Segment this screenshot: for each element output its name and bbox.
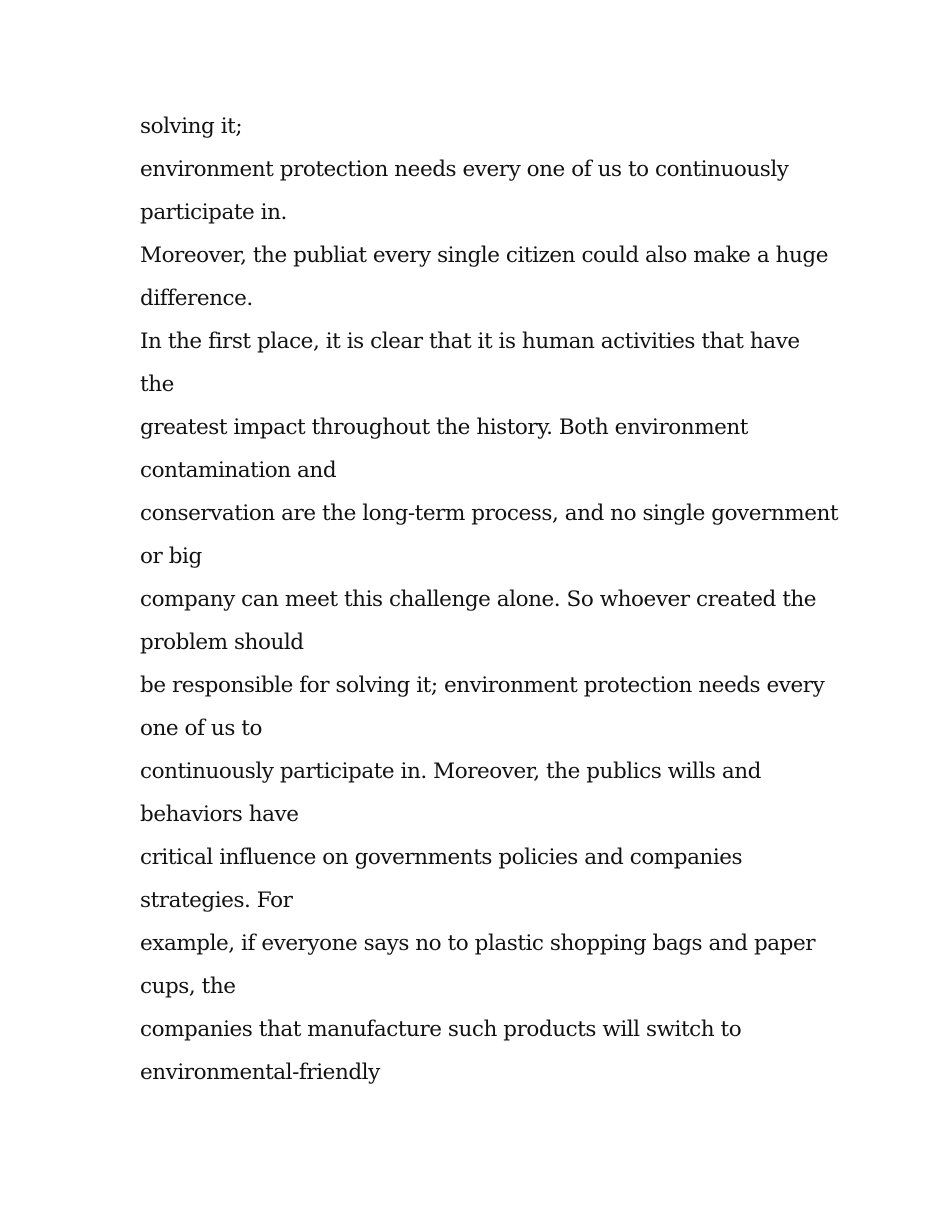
text-line: company can meet this challenge alone. So whoever created the	[140, 587, 817, 612]
text-line: greatest impact throughout the history. Both environment	[140, 415, 748, 440]
text-line: example, if everyone says no to plastic shopping bags and paper	[140, 931, 816, 956]
text-line: one of us to	[140, 716, 262, 741]
text-line: conservation are the long-term process, and no single government	[140, 501, 839, 526]
text-line: problem should	[140, 630, 304, 655]
text-line: strategies. For	[140, 888, 293, 913]
text-line: continuously participate in. Moreover, the publics wills and	[140, 759, 761, 784]
text-line: environment protection needs every one of us to continuously	[140, 157, 789, 182]
text-line: be responsible for solving it; environment protection needs every	[140, 673, 825, 698]
document-body	[140, 105, 839, 1094]
text-line: In the first place, it is clear that it is human activities that have	[140, 329, 800, 354]
text-line: environmental-friendly	[140, 1060, 380, 1085]
text-line: solving it;	[140, 114, 243, 139]
text-line: Moreover, the publiat every single citizen could also make a huge	[140, 243, 828, 268]
text-line: participate in.	[140, 200, 287, 225]
text-line: contamination and	[140, 458, 337, 483]
text-line: or big	[140, 544, 202, 569]
text-line: critical influence on governments policies and companies	[140, 845, 743, 870]
text-line: behaviors have	[140, 802, 299, 827]
text-line: cups, the	[140, 974, 236, 999]
text-line: the	[140, 372, 174, 397]
text-line: difference.	[140, 286, 253, 311]
text-line: companies that manufacture such products will switch to	[140, 1017, 742, 1042]
